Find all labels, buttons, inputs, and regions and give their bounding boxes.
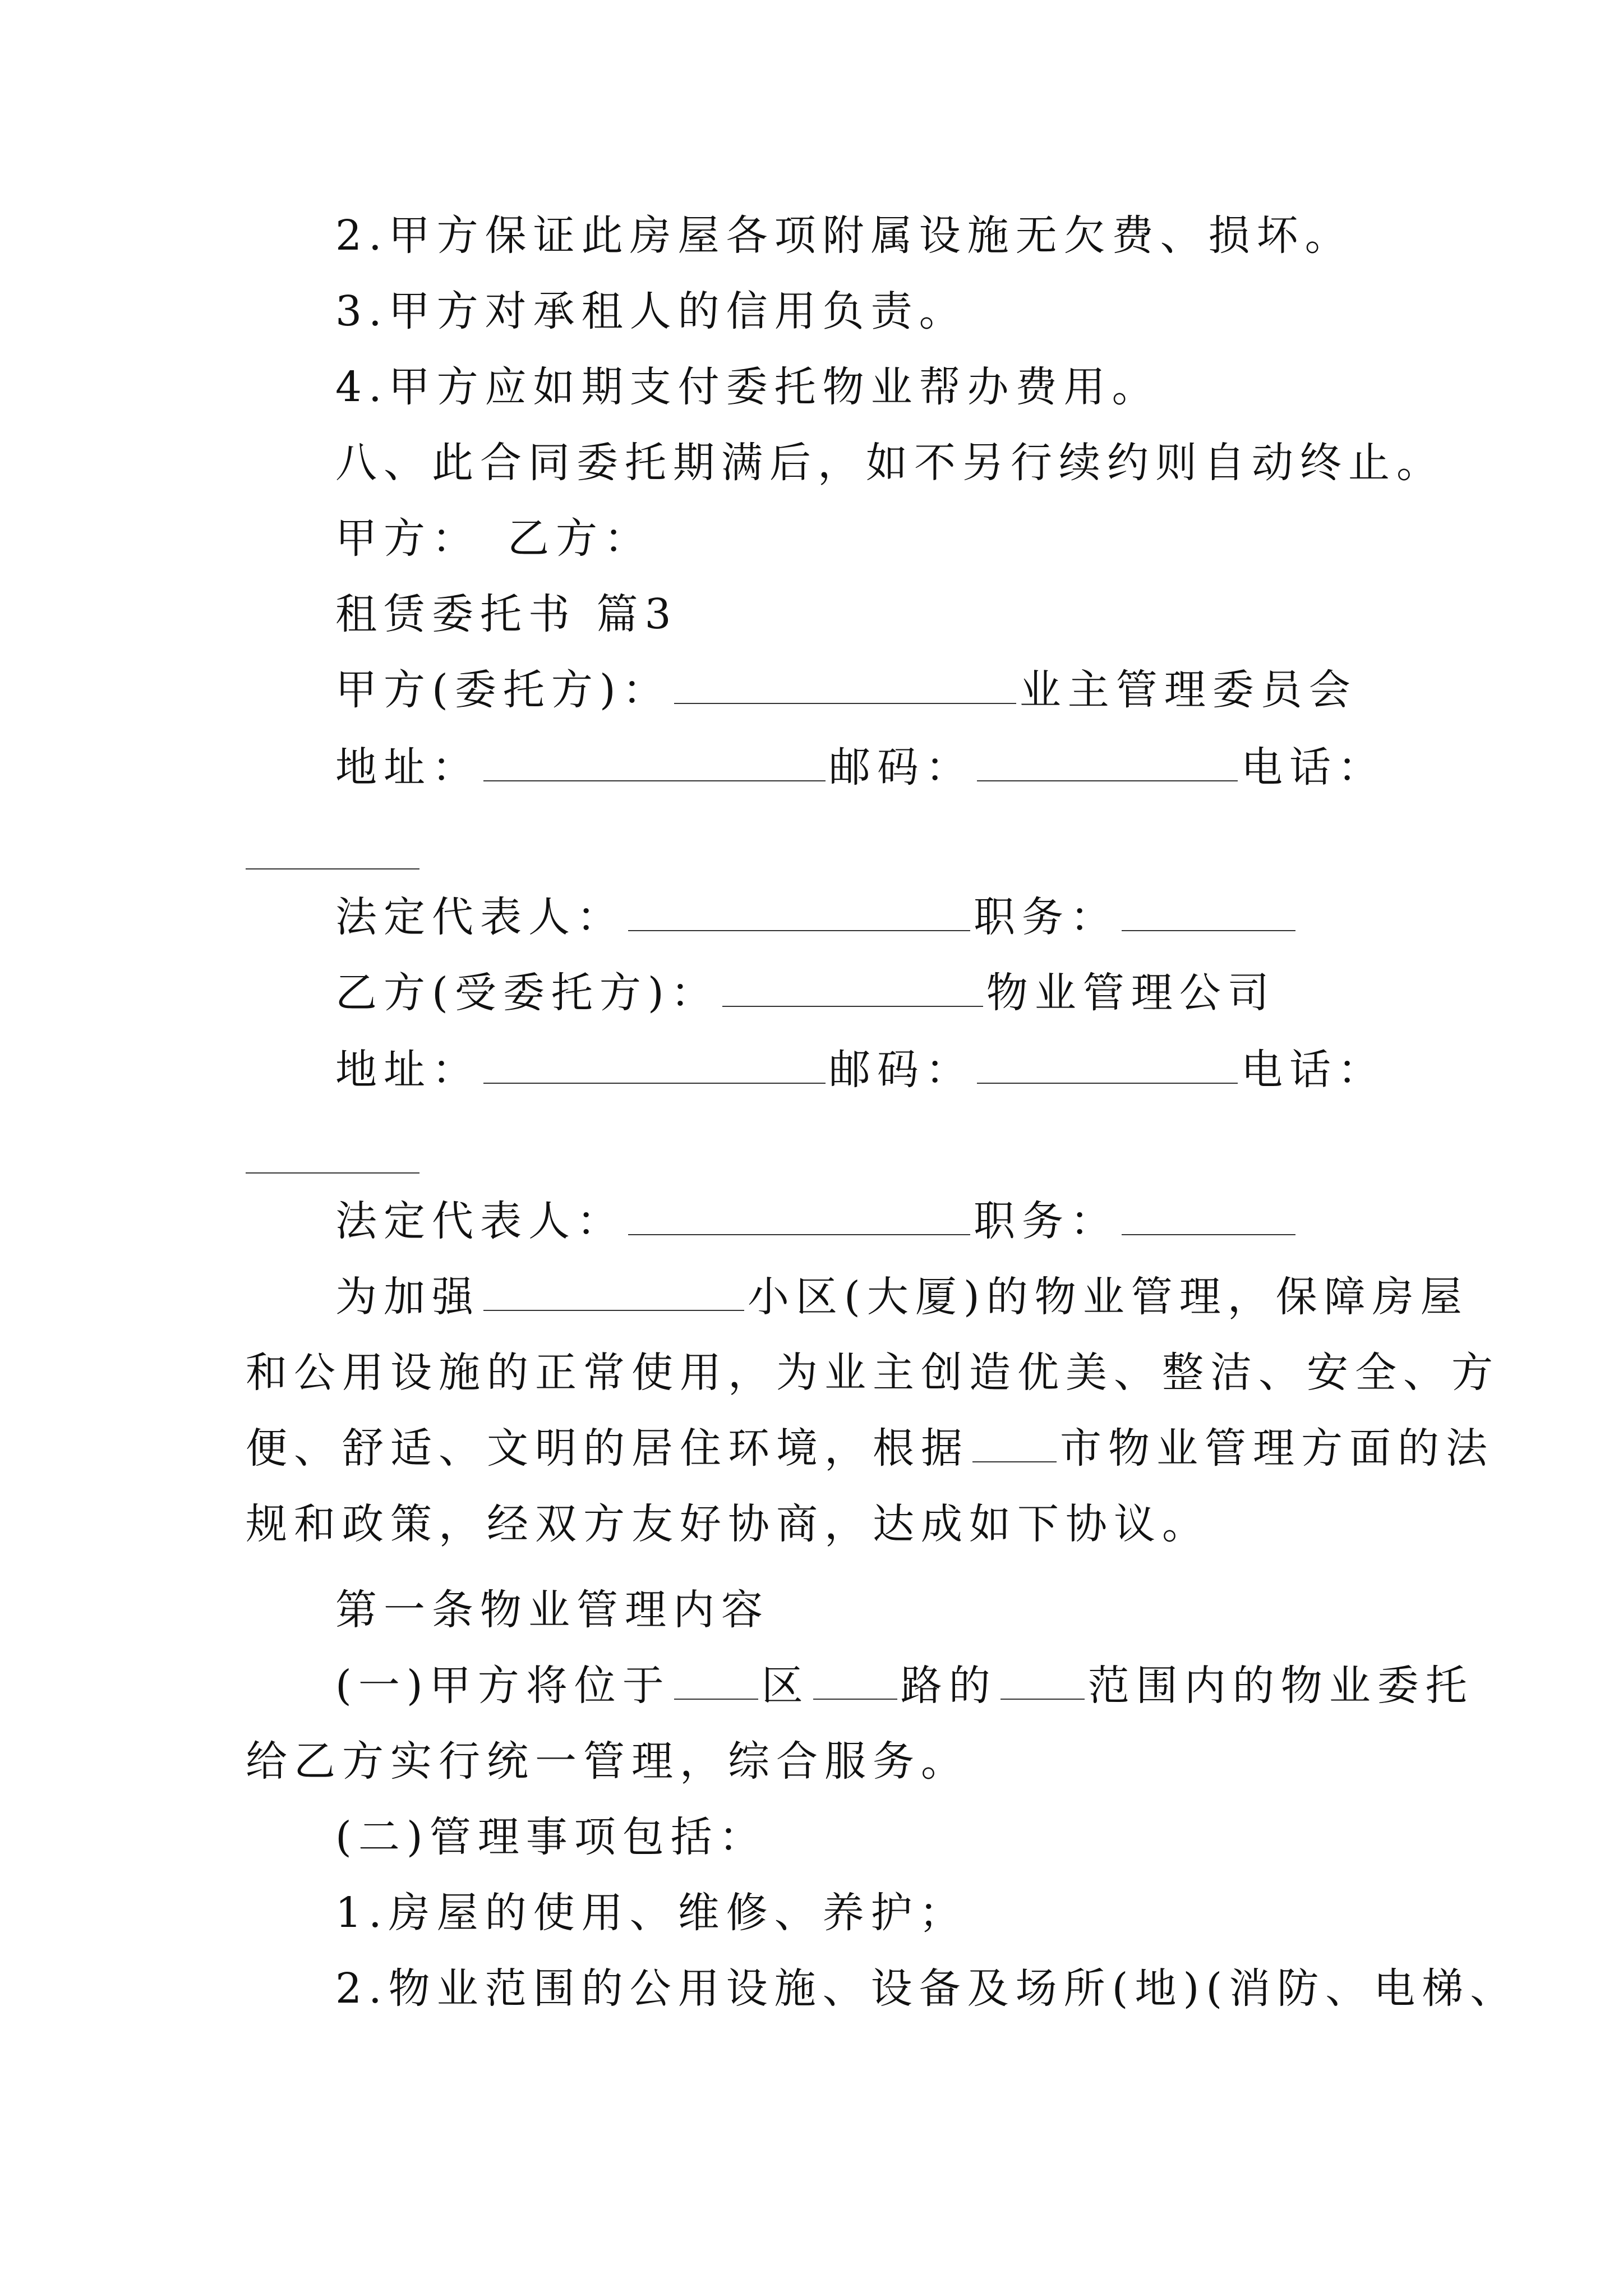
clause-line: 4.甲方应如期支付委托物业帮办费用。 [335, 363, 1160, 411]
article-text: 路的 [900, 1662, 997, 1710]
article-item-1-cont: 给乙方实行统一管理，综合服务。 [246, 1737, 969, 1786]
party-b-title-label: 职务： [974, 1197, 1118, 1245]
party-a-phone-label: 电话： [1241, 743, 1386, 792]
party-b-blank [722, 971, 983, 1007]
party-b-rep-label: 法定代表人： [335, 1197, 625, 1245]
preamble-line-1 [335, 1269, 1469, 1325]
article-sub-item: 1.房屋的使用、维修、养护； [335, 1889, 967, 1937]
article-item-2: (二)管理事项包括： [335, 1813, 767, 1861]
phone-blank-continued [246, 868, 419, 869]
postcode-blank [977, 1048, 1238, 1084]
preamble-text: 为加强 [335, 1273, 480, 1321]
party-b-address-label: 地址： [335, 1046, 480, 1094]
article-item-1 [335, 1658, 1474, 1714]
phone-blank-continued [246, 1172, 419, 1174]
party-b-phone-label: 电话： [1241, 1046, 1386, 1094]
article-text: 范围内的物业委托 [1087, 1662, 1474, 1710]
signature-line: 甲方： 乙方： [335, 514, 652, 563]
party-b-contact-line [335, 1042, 1386, 1098]
party-a-title-label: 职务： [974, 893, 1118, 941]
party-a-rep-label: 法定代表人： [335, 893, 625, 941]
city-blank [972, 1427, 1057, 1462]
party-a-blank [674, 668, 1016, 704]
clause-line: 八、此合同委托期满后，如不另行续约则自动终止。 [335, 439, 1445, 487]
party-a-address-label: 地址： [335, 743, 480, 792]
party-a-suffix: 业主管理委员会 [1019, 666, 1357, 714]
preamble-line-4: 规和政策，经双方友好协商，达成如下协议。 [246, 1500, 1210, 1548]
preamble-text: 小区(大厦)的物业管理，保障房屋 [748, 1273, 1469, 1321]
article-text: (一)甲方将位于 [335, 1662, 671, 1710]
article-title: 第一条物业管理内容 [335, 1586, 769, 1634]
postcode-blank [977, 746, 1238, 781]
party-b-rep-line [335, 1193, 1299, 1249]
preamble-line-2: 和公用设施的正常使用，为业主创造优美、整洁、安全、方 [246, 1349, 1500, 1397]
clause-line: 3.甲方对承租人的信用负责。 [335, 287, 967, 335]
party-a-line [335, 662, 1357, 718]
party-a-postcode-label: 邮码： [829, 743, 974, 792]
section-title: 租赁委托书 篇3 [335, 590, 678, 638]
party-b-line [335, 965, 1276, 1021]
rep-blank [628, 895, 970, 931]
road-blank [813, 1664, 897, 1700]
party-a-label: 甲方(委托方)： [335, 666, 671, 714]
party-a-contact-line [335, 739, 1386, 795]
rep-blank [628, 1199, 970, 1235]
party-b-suffix: 物业管理公司 [986, 969, 1276, 1017]
preamble-text: 便、舒适、文明的居住环境，根据 [246, 1424, 969, 1473]
article-text: 区 [761, 1662, 810, 1710]
party-b-label: 乙方(受委托方)： [335, 969, 719, 1017]
party-a-rep-line [335, 889, 1299, 945]
preamble-line-3 [246, 1420, 1494, 1476]
scope-blank [1000, 1664, 1085, 1700]
address-blank [483, 1048, 826, 1084]
district-blank [674, 1664, 758, 1700]
address-blank [483, 746, 826, 781]
title-blank [1122, 895, 1295, 931]
title-blank [1122, 1199, 1295, 1235]
article-sub-item: 2.物业范围的公用设施、设备及场所(地)(消防、电梯、 [335, 1964, 1519, 2013]
clause-line: 2.甲方保证此房屋各项附属设施无欠费、损坏。 [335, 211, 1353, 260]
preamble-text: 市物业管理方面的法 [1060, 1424, 1494, 1473]
party-b-postcode-label: 邮码： [829, 1046, 974, 1094]
estate-name-blank [483, 1275, 744, 1311]
